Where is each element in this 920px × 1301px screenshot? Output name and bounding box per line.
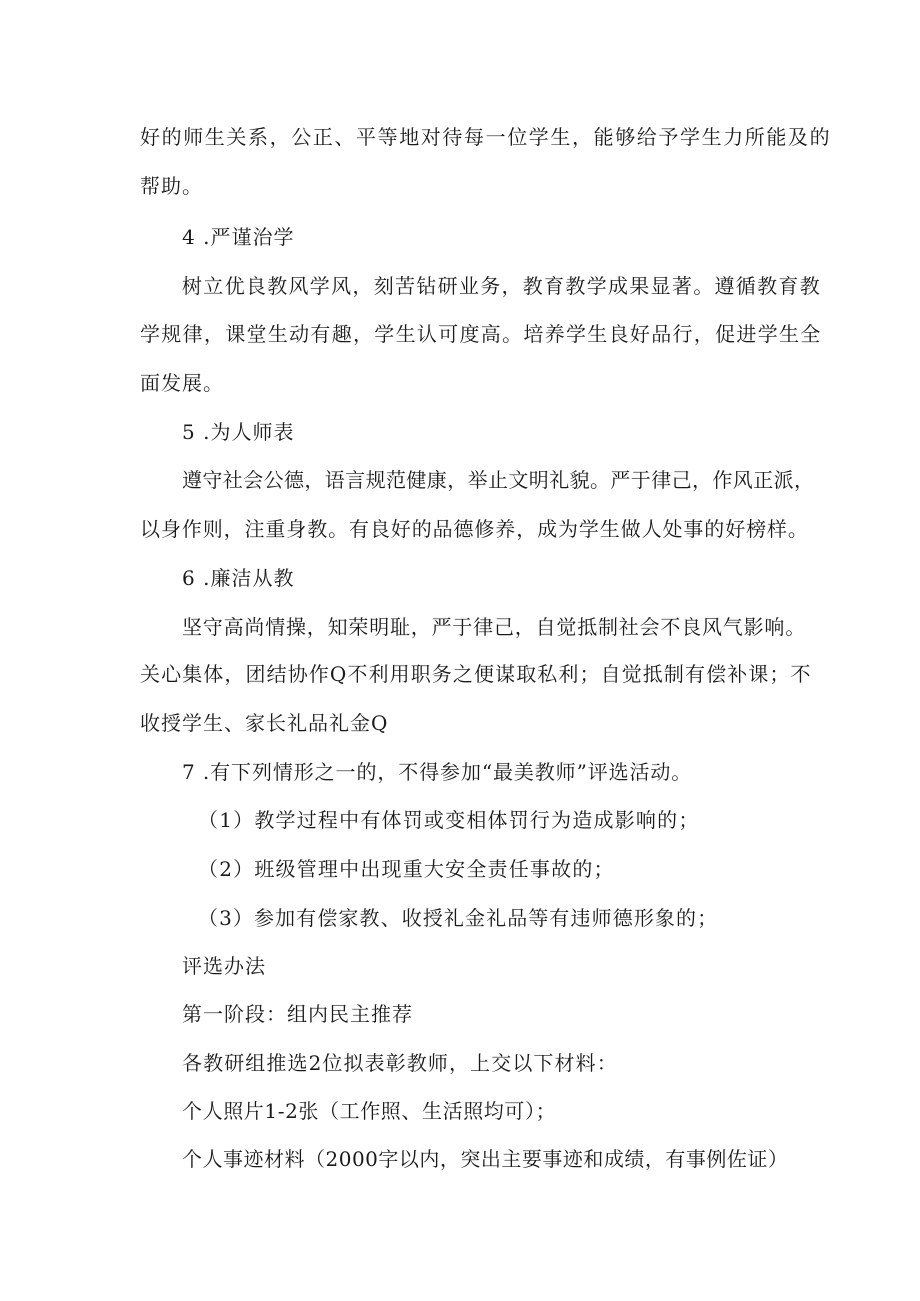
paragraph-line: 关心集体，团结协作Q不利用职务之便谋取私利；自觉抵制有偿补课；不 xyxy=(140,662,812,686)
paragraph-line: 个人事迹材料（2000字以内，突出主要事迹和成绩，有事例佐证） xyxy=(182,1147,789,1171)
section-heading: 6 .廉洁从教 xyxy=(182,566,295,590)
list-item: （3）参加有偿家教、收授礼金礼品等有违师德形象的； xyxy=(198,906,719,930)
paragraph-line: 以身作则，注重身教。有良好的品德修养，成为学生做人处事的好榜样。 xyxy=(140,517,809,541)
section-heading: 评选办法 xyxy=(182,954,266,978)
paragraph-line: 遵守社会公德，语言规范健康，举止文明礼貌。严于律己，作风正派， xyxy=(182,468,815,492)
list-item: （2）班级管理中出现重大安全责任事故的； xyxy=(198,857,615,881)
paragraph-line: 好的师生关系，公正、平等地对待每一位学生，能够给予学生力所能及的 xyxy=(140,125,832,149)
paragraph-line: 树立优良教风学风，刻苦钻研业务，教育教学成果显著。遵循教育教 xyxy=(182,274,821,298)
section-heading: 5 .为人师表 xyxy=(182,420,295,444)
paragraph-line: 学规律，课堂生动有趣，学生认可度高。培养学生良好品行，促进学生全 xyxy=(140,322,822,346)
paragraph-line: 坚守高尚情操，知荣明耻，严于律己，自觉抵制社会不良风气影响。 xyxy=(182,615,806,639)
paragraph-line: 各教研组推选2位拟表彰教师，上交以下材料： xyxy=(182,1051,618,1075)
section-heading: 7 .有下列情形之一的，不得参加“最美教师”评选活动。 xyxy=(182,760,693,784)
paragraph-line: 第一阶段：组内民主推荐 xyxy=(182,1002,413,1026)
section-heading: 4 .严谨治学 xyxy=(182,225,295,249)
list-item: （1）教学过程中有体罚或变相体罚行为造成影响的； xyxy=(198,808,700,832)
paragraph-line: 个人照片1-2张（工作照、生活照均可）； xyxy=(182,1099,557,1123)
paragraph-line: 面发展。 xyxy=(140,371,224,395)
paragraph-line: 帮助。 xyxy=(140,174,203,198)
paragraph-line: 收授学生、家长礼品礼金Q xyxy=(140,711,389,735)
